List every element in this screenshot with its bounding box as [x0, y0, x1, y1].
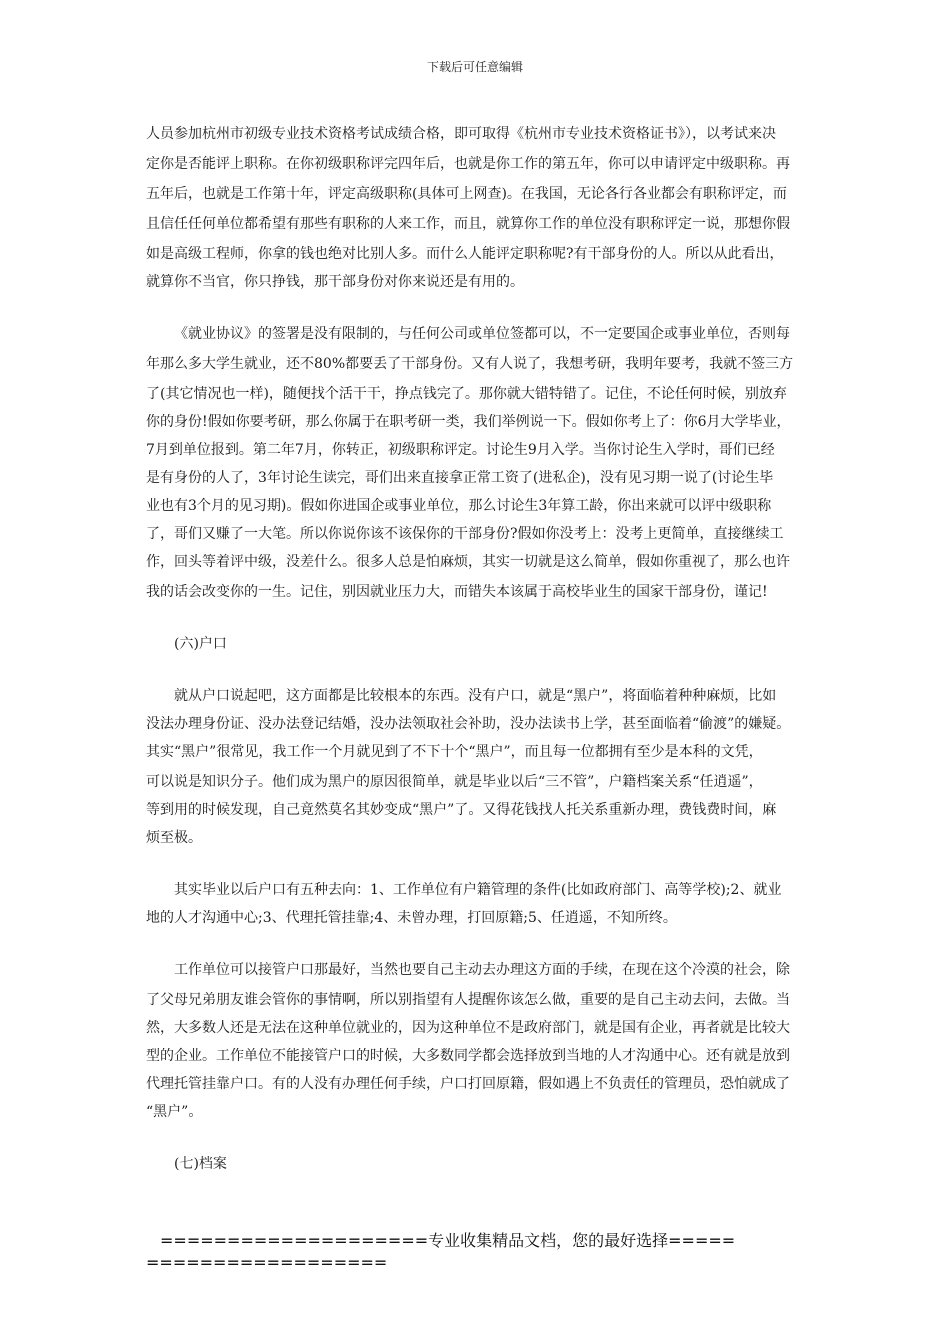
text-line: 《就业协议》的签署是没有限制的，与任何公司或单位签都可以，不一定要国企或事业单位，否则每 — [174, 326, 790, 342]
text-line: 7月到单位报到。第二年7月，你转正，初级职称评定。讨论生9月入学。当你讨论生入学时，哥们已经 — [146, 442, 775, 458]
text-line: 其实毕业以后户口有五种去向：1、工作单位有户籍管理的条件(比如政府部门、高等学校);2、就业 — [174, 882, 782, 898]
text-line: 没法办理身份证、没办法登记结婚，没办法领取社会补助，没办法读书上学，甚至面临着“偷渡”的嫌疑。 — [146, 716, 791, 732]
text-line: 我的话会改变你的一生。记住，别因就业压力大，而错失本该属于高校毕业生的国家干部身份，谨记! — [146, 584, 768, 600]
text-line: 烦至极。 — [146, 830, 202, 846]
text-line: 可以说是知识分子。他们成为黑户的原因很简单，就是毕业以后“三不管”，户籍档案关系“任逍遥”， — [146, 774, 763, 790]
text-line: 人员参加杭州市初级专业技术资格考试成绩合格，即可取得《杭州市专业技术资格证书》），以考试来决 — [146, 126, 776, 142]
section-heading: (六)户口 — [174, 636, 227, 652]
text-line: 你的身份!假如你要考研，那么你属于在职考研一类，我们举例说一下。假如你考上了：你6月大学毕业， — [146, 414, 791, 430]
text-line: 是有身份的人了，3年讨论生读完，哥们出来直接拿正常工资了(进私企)，没有见习期一说了(讨论生毕 — [146, 470, 774, 486]
text-line: 五年后，也就是工作第十年，评定高级职称(具体可上网查)。在我国，无论各行各业都会有职称评定，而 — [146, 186, 787, 202]
text-line: 型的企业。工作单位不能接管户口的时候，大多数同学都会选择放到当地的人才沟通中心。还有就是放到 — [146, 1048, 790, 1064]
text-line: 就从户口说起吧，这方面都是比较根本的东西。没有户口，就是“黑户”，将面临着种种麻烦，比如 — [174, 688, 777, 704]
text-line: “黑户”。 — [146, 1104, 203, 1120]
text-line: 了，哥们又赚了一大笔。所以你说你该不该保你的干部身份?假如你没考上：没考上更简单，直接继续工 — [146, 526, 784, 542]
text-line: 然，大多数人还是无法在这种单位就业的，因为这种单位不是政府部门，就是国有企业，再者就是比较大 — [146, 1020, 790, 1036]
text-line: 且信任任何单位都希望有那些有职称的人来工作，而且，就算你工作的单位没有职称评定一说，那想你假 — [146, 216, 790, 232]
footer-banner-line: ====================专业收集精品文档，您的最好选择===== — [160, 1231, 736, 1250]
section-heading: (七)档案 — [174, 1156, 227, 1172]
page-header: 下载后可任意编辑 — [426, 60, 523, 74]
text-line: 其实“黑户”很常见，我工作一个月就见到了不下十个“黑户”，而且每一位都拥有至少是本科的文凭， — [146, 744, 763, 760]
text-line: 代理托管挂靠户口。有的人没有办理任何手续，户口打回原籍，假如遇上不负责任的管理员，恐怕就成了 — [146, 1076, 790, 1092]
text-line: 业也有3个月的见习期)。假如你进国企或事业单位，那么讨论生3年算工龄，你出来就可以评中级职称 — [146, 498, 772, 514]
text-line: 了父母兄弟朋友谁会管你的事情啊，所以别指望有人提醒你该怎么做，重要的是自己主动去问，去做。当 — [146, 992, 790, 1008]
footer-banner-line: ================== — [146, 1253, 388, 1272]
text-line: 等到用的时候发现，自己竟然莫名其妙变成“黑户”了。又得花钱找人托关系重新办理，费钱费时间，麻 — [146, 802, 777, 818]
text-line: 定你是否能评上职称。在你初级职称评完四年后，也就是你工作的第五年，你可以申请评定中级职称。再 — [146, 156, 790, 172]
text-line: 年那么多大学生就业，还不80%都要丢了干部身份。又有人说了，我想考研，我明年要考，我就不签三方 — [146, 356, 794, 372]
text-line: 工作单位可以接管户口那最好，当然也要自己主动去办理这方面的手续，在现在这个冷漠的社会，除 — [174, 962, 790, 978]
text-line: 了(其它情况也一样)，随便找个活干干，挣点钱完了。那你就大错特错了。记住，不论任何时候，别放弃 — [146, 386, 787, 402]
text-line: 地的人才沟通中心;3、代理托管挂靠;4、未曾办理，打回原籍;5、任逍遥，不知所终。 — [146, 910, 677, 926]
text-line: 就算你不当官，你只挣钱，那干部身份对你来说还是有用的。 — [146, 274, 524, 290]
text-line: 如是高级工程师，你拿的钱也绝对比别人多。而什么人能评定职称呢?有干部身份的人。所以从此看出， — [146, 246, 784, 262]
text-line: 作，回头等着评中级，没差什么。很多人总是怕麻烦，其实一切就是这么简单，假如你重视了，那么也许 — [146, 554, 790, 570]
